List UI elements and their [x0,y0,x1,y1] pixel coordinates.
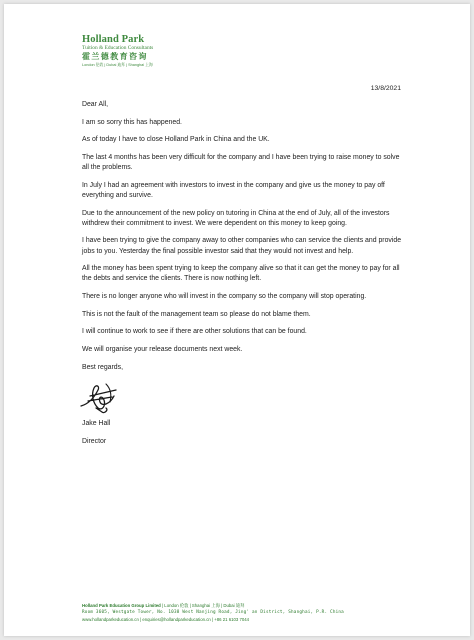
logo-cities: London 伦敦 | Dubai 迪拜 | Shanghai 上海 [82,63,153,67]
letterhead-logo [82,34,153,68]
letter-page [4,4,470,636]
logo-subtitle: Tuition & Education Consultants [82,45,154,51]
body-paragraph: All the money has been spent trying to keep the company alive so that it can get the money to pay for all the debts and service the clients. There is now nothing left. [82,265,400,283]
body-paragraph: As of today I have to close Holland Park in China and the UK. [82,136,270,144]
footer-company: Holland Park Education Group Limited [82,603,161,608]
body-paragraph: We will organise your release documents next week. [82,346,243,354]
body-paragraph: I will continue to work to see if there are other solutions that can be found. [82,328,307,336]
body-paragraph: I am so sorry this has happened. [82,118,182,126]
handwritten-signature [76,378,122,416]
body-paragraph: In July I had an agreement with investors to invest in the company and give us the money to pay off everything and survive. [82,181,385,199]
footer-contact: www.hollandparkeducation.cn | enquiries@hollandparkeducation.cn | +86 21 6103 7044 [82,617,250,623]
footer-address: Room 3605, Westgate Tower, No. 1038 West Nanjing Road, Jing' an District, Shanghai, P.R. China [82,610,344,616]
footer-company-line [82,602,412,609]
closing: Best regards, [82,363,123,371]
greeting: Dear All, [82,101,109,108]
signatory-name: Jake Hall [82,420,111,428]
letter-body [82,100,404,447]
body-paragraph: I have been trying to give the company away to other companies who can service the clients and provide jobs to you. Yesterday the final possible investor said that they would not invest and help. [82,237,402,255]
body-paragraph: Due to the announcement of the new policy on tutoring in China at the end of July, all of the investors withdrew their commitment to invest. We were dependent on this money to keep going. [82,209,390,227]
body-paragraph: There is no longer anyone who will invest in the company so the company will stop operating. [82,292,367,300]
body-paragraph: This is not the fault of the management team so please do not blame them. [82,310,311,318]
footer-locations: | London 伦敦 | Shanghai 上海 | Dubai 迪拜 [160,603,245,608]
logo-name: Holland Park [82,34,145,45]
logo-chinese-name: 霍兰德教育咨询 [82,52,148,61]
letter-date: 13/8/2021 [370,85,401,92]
signatory-title: Director [82,437,107,445]
letter-footer [82,602,412,624]
body-paragraph: The last 4 months has been very difficult for the company and I have been trying to raise money to solve all the problems. [82,154,400,172]
